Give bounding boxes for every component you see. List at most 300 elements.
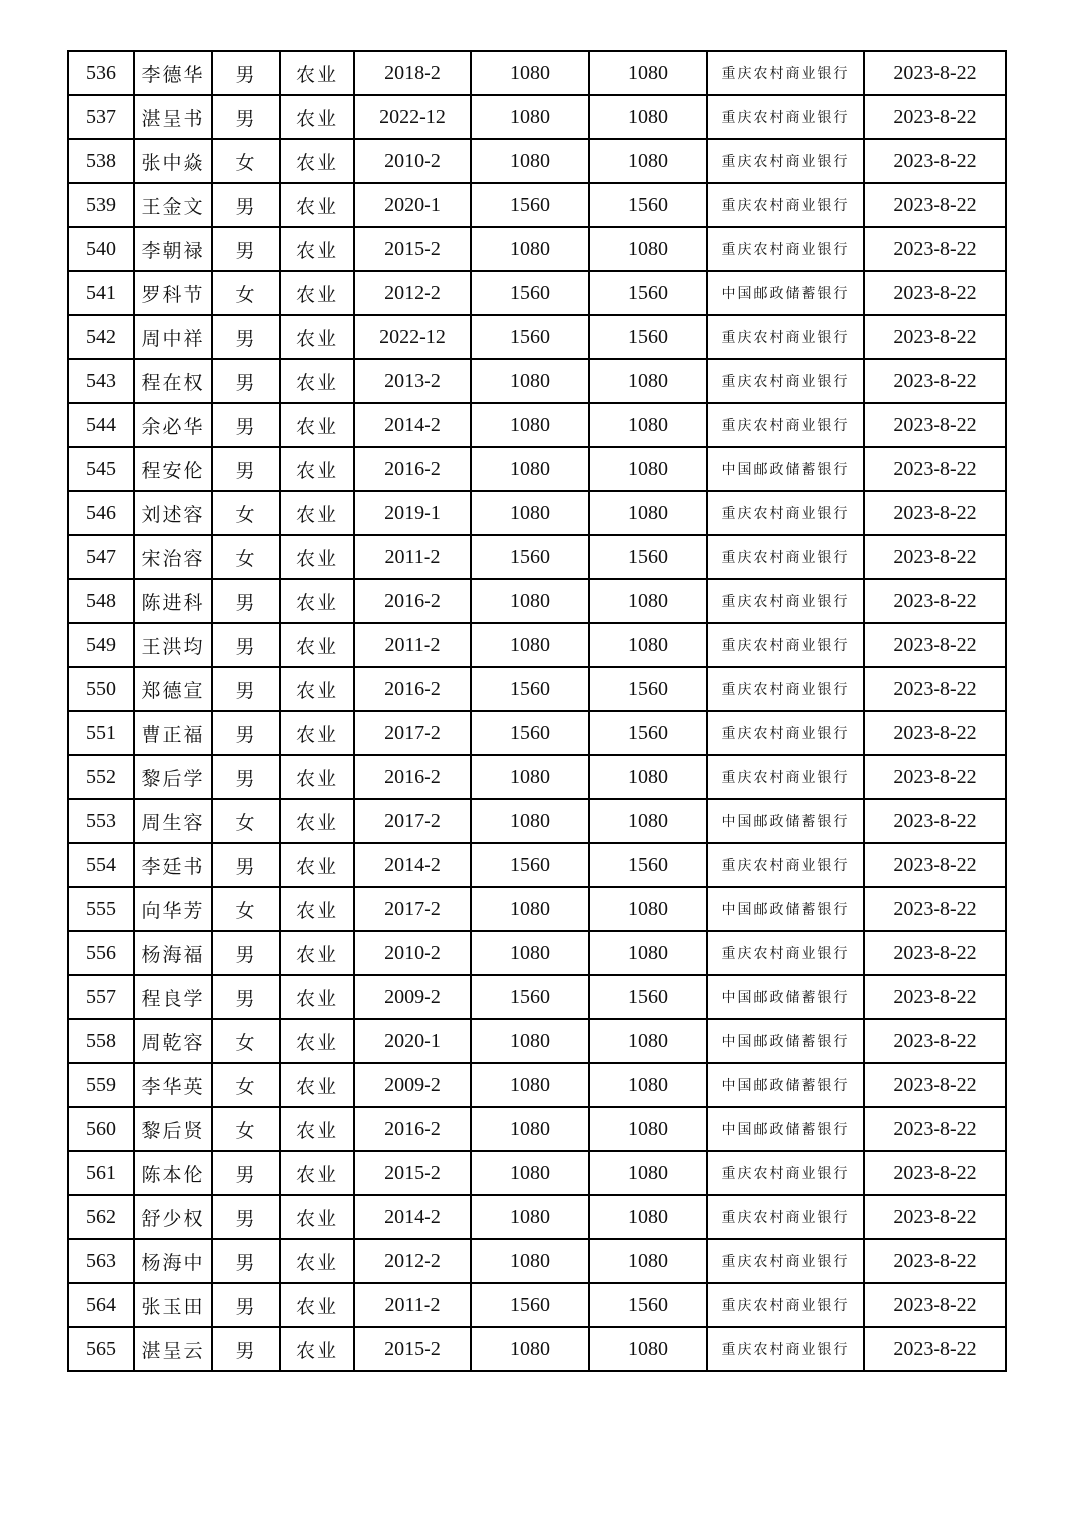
- cell-name: 郑德宣: [134, 667, 212, 711]
- cell-payment-date: 2023-8-22: [864, 183, 1006, 227]
- cell-household-type: 农业: [280, 1151, 354, 1195]
- cell-name: 陈进科: [134, 579, 212, 623]
- cell-bank: 重庆农村商业银行: [707, 491, 864, 535]
- cell-standard-amount: 1560: [471, 1283, 589, 1327]
- cell-payment-date: 2023-8-22: [864, 843, 1006, 887]
- cell-payment-date: 2023-8-22: [864, 271, 1006, 315]
- cell-start-date: 2010-2: [354, 931, 471, 975]
- cell-payment-date: 2023-8-22: [864, 887, 1006, 931]
- cell-start-date: 2016-2: [354, 1107, 471, 1151]
- cell-name: 宋治容: [134, 535, 212, 579]
- cell-household-type: 农业: [280, 51, 354, 95]
- cell-paid-amount: 1080: [589, 1327, 707, 1371]
- cell-paid-amount: 1080: [589, 1239, 707, 1283]
- cell-household-type: 农业: [280, 403, 354, 447]
- cell-bank: 重庆农村商业银行: [707, 1151, 864, 1195]
- table-row: [68, 51, 1006, 95]
- cell-household-type: 农业: [280, 799, 354, 843]
- cell-gender: 女: [212, 271, 280, 315]
- cell-serial-number: 556: [68, 931, 134, 975]
- cell-standard-amount: 1080: [471, 491, 589, 535]
- cell-name: 王洪均: [134, 623, 212, 667]
- cell-serial-number: 557: [68, 975, 134, 1019]
- cell-name: 刘述容: [134, 491, 212, 535]
- cell-start-date: 2018-2: [354, 51, 471, 95]
- cell-name: 李德华: [134, 51, 212, 95]
- cell-household-type: 农业: [280, 491, 354, 535]
- cell-paid-amount: 1080: [589, 139, 707, 183]
- cell-serial-number: 558: [68, 1019, 134, 1063]
- cell-bank: 中国邮政储蓄银行: [707, 975, 864, 1019]
- cell-standard-amount: 1080: [471, 1195, 589, 1239]
- cell-start-date: 2017-2: [354, 887, 471, 931]
- cell-paid-amount: 1080: [589, 51, 707, 95]
- cell-bank: 中国邮政储蓄银行: [707, 1107, 864, 1151]
- cell-payment-date: 2023-8-22: [864, 623, 1006, 667]
- cell-paid-amount: 1080: [589, 1107, 707, 1151]
- cell-start-date: 2012-2: [354, 1239, 471, 1283]
- cell-bank: 重庆农村商业银行: [707, 623, 864, 667]
- cell-payment-date: 2023-8-22: [864, 51, 1006, 95]
- cell-payment-date: 2023-8-22: [864, 711, 1006, 755]
- cell-household-type: 农业: [280, 315, 354, 359]
- cell-paid-amount: 1560: [589, 183, 707, 227]
- cell-serial-number: 554: [68, 843, 134, 887]
- cell-start-date: 2016-2: [354, 447, 471, 491]
- cell-paid-amount: 1080: [589, 359, 707, 403]
- cell-serial-number: 549: [68, 623, 134, 667]
- table-row: [68, 359, 1006, 403]
- table-row: [68, 623, 1006, 667]
- cell-standard-amount: 1080: [471, 95, 589, 139]
- cell-gender: 男: [212, 227, 280, 271]
- cell-payment-date: 2023-8-22: [864, 1063, 1006, 1107]
- cell-standard-amount: 1560: [471, 535, 589, 579]
- cell-gender: 男: [212, 931, 280, 975]
- cell-start-date: 2020-1: [354, 183, 471, 227]
- cell-standard-amount: 1080: [471, 1063, 589, 1107]
- cell-name: 罗科节: [134, 271, 212, 315]
- table-row: [68, 447, 1006, 491]
- cell-paid-amount: 1080: [589, 95, 707, 139]
- cell-standard-amount: 1080: [471, 799, 589, 843]
- cell-gender: 男: [212, 95, 280, 139]
- cell-household-type: 农业: [280, 139, 354, 183]
- table-row: [68, 271, 1006, 315]
- cell-serial-number: 538: [68, 139, 134, 183]
- cell-serial-number: 564: [68, 1283, 134, 1327]
- cell-household-type: 农业: [280, 359, 354, 403]
- cell-gender: 女: [212, 887, 280, 931]
- cell-gender: 女: [212, 491, 280, 535]
- cell-start-date: 2014-2: [354, 1195, 471, 1239]
- cell-name: 湛呈书: [134, 95, 212, 139]
- table-row: [68, 1283, 1006, 1327]
- table-row: [68, 799, 1006, 843]
- cell-paid-amount: 1080: [589, 623, 707, 667]
- cell-bank: 重庆农村商业银行: [707, 711, 864, 755]
- cell-standard-amount: 1560: [471, 711, 589, 755]
- cell-serial-number: 547: [68, 535, 134, 579]
- cell-gender: 男: [212, 755, 280, 799]
- cell-standard-amount: 1080: [471, 1239, 589, 1283]
- cell-gender: 男: [212, 1283, 280, 1327]
- cell-payment-date: 2023-8-22: [864, 579, 1006, 623]
- cell-standard-amount: 1560: [471, 975, 589, 1019]
- cell-household-type: 农业: [280, 95, 354, 139]
- cell-household-type: 农业: [280, 535, 354, 579]
- cell-serial-number: 551: [68, 711, 134, 755]
- table-row: [68, 975, 1006, 1019]
- cell-serial-number: 560: [68, 1107, 134, 1151]
- cell-gender: 女: [212, 1063, 280, 1107]
- cell-payment-date: 2023-8-22: [864, 1283, 1006, 1327]
- cell-start-date: 2022-12: [354, 95, 471, 139]
- table-row: [68, 491, 1006, 535]
- cell-paid-amount: 1080: [589, 799, 707, 843]
- cell-start-date: 2014-2: [354, 843, 471, 887]
- cell-name: 黎后贤: [134, 1107, 212, 1151]
- cell-gender: 男: [212, 623, 280, 667]
- cell-name: 张玉田: [134, 1283, 212, 1327]
- cell-payment-date: 2023-8-22: [864, 139, 1006, 183]
- cell-name: 周生容: [134, 799, 212, 843]
- cell-gender: 男: [212, 447, 280, 491]
- cell-name: 周中祥: [134, 315, 212, 359]
- cell-paid-amount: 1560: [589, 711, 707, 755]
- cell-payment-date: 2023-8-22: [864, 1239, 1006, 1283]
- cell-serial-number: 540: [68, 227, 134, 271]
- cell-household-type: 农业: [280, 227, 354, 271]
- cell-bank: 中国邮政储蓄银行: [707, 271, 864, 315]
- cell-paid-amount: 1080: [589, 447, 707, 491]
- cell-payment-date: 2023-8-22: [864, 95, 1006, 139]
- cell-standard-amount: 1080: [471, 887, 589, 931]
- cell-payment-date: 2023-8-22: [864, 227, 1006, 271]
- cell-paid-amount: 1080: [589, 227, 707, 271]
- cell-payment-date: 2023-8-22: [864, 315, 1006, 359]
- cell-bank: 中国邮政储蓄银行: [707, 1063, 864, 1107]
- cell-start-date: 2016-2: [354, 755, 471, 799]
- cell-serial-number: 550: [68, 667, 134, 711]
- cell-serial-number: 562: [68, 1195, 134, 1239]
- cell-standard-amount: 1080: [471, 447, 589, 491]
- cell-payment-date: 2023-8-22: [864, 1327, 1006, 1371]
- cell-start-date: 2019-1: [354, 491, 471, 535]
- cell-paid-amount: 1560: [589, 843, 707, 887]
- cell-serial-number: 565: [68, 1327, 134, 1371]
- cell-payment-date: 2023-8-22: [864, 535, 1006, 579]
- cell-payment-date: 2023-8-22: [864, 975, 1006, 1019]
- cell-gender: 男: [212, 975, 280, 1019]
- cell-payment-date: 2023-8-22: [864, 667, 1006, 711]
- cell-standard-amount: 1080: [471, 1107, 589, 1151]
- cell-name: 程良学: [134, 975, 212, 1019]
- cell-start-date: 2020-1: [354, 1019, 471, 1063]
- cell-bank: 中国邮政储蓄银行: [707, 799, 864, 843]
- cell-bank: 重庆农村商业银行: [707, 1283, 864, 1327]
- cell-payment-date: 2023-8-22: [864, 1195, 1006, 1239]
- cell-gender: 男: [212, 359, 280, 403]
- table-row: [68, 403, 1006, 447]
- cell-bank: 重庆农村商业银行: [707, 227, 864, 271]
- cell-serial-number: 537: [68, 95, 134, 139]
- roster-body: [68, 51, 1006, 1371]
- cell-standard-amount: 1080: [471, 51, 589, 95]
- table-row: [68, 1327, 1006, 1371]
- cell-start-date: 2017-2: [354, 711, 471, 755]
- cell-household-type: 农业: [280, 711, 354, 755]
- cell-paid-amount: 1080: [589, 403, 707, 447]
- cell-start-date: 2022-12: [354, 315, 471, 359]
- cell-gender: 女: [212, 535, 280, 579]
- cell-household-type: 农业: [280, 887, 354, 931]
- cell-paid-amount: 1080: [589, 1063, 707, 1107]
- cell-serial-number: 548: [68, 579, 134, 623]
- cell-paid-amount: 1080: [589, 1019, 707, 1063]
- cell-gender: 女: [212, 139, 280, 183]
- cell-bank: 重庆农村商业银行: [707, 403, 864, 447]
- cell-gender: 男: [212, 667, 280, 711]
- cell-bank: 重庆农村商业银行: [707, 1327, 864, 1371]
- cell-standard-amount: 1080: [471, 139, 589, 183]
- cell-standard-amount: 1080: [471, 1151, 589, 1195]
- cell-household-type: 农业: [280, 931, 354, 975]
- cell-name: 李朝禄: [134, 227, 212, 271]
- cell-serial-number: 555: [68, 887, 134, 931]
- cell-standard-amount: 1080: [471, 579, 589, 623]
- cell-gender: 男: [212, 711, 280, 755]
- cell-gender: 男: [212, 183, 280, 227]
- cell-payment-date: 2023-8-22: [864, 931, 1006, 975]
- cell-gender: 男: [212, 843, 280, 887]
- cell-name: 周乾容: [134, 1019, 212, 1063]
- cell-start-date: 2009-2: [354, 1063, 471, 1107]
- cell-household-type: 农业: [280, 623, 354, 667]
- cell-serial-number: 563: [68, 1239, 134, 1283]
- cell-payment-date: 2023-8-22: [864, 755, 1006, 799]
- cell-bank: 重庆农村商业银行: [707, 843, 864, 887]
- cell-payment-date: 2023-8-22: [864, 403, 1006, 447]
- cell-payment-date: 2023-8-22: [864, 799, 1006, 843]
- cell-standard-amount: 1560: [471, 315, 589, 359]
- cell-standard-amount: 1560: [471, 271, 589, 315]
- cell-paid-amount: 1080: [589, 579, 707, 623]
- cell-paid-amount: 1560: [589, 315, 707, 359]
- cell-start-date: 2011-2: [354, 1283, 471, 1327]
- cell-bank: 重庆农村商业银行: [707, 95, 864, 139]
- cell-household-type: 农业: [280, 755, 354, 799]
- cell-standard-amount: 1080: [471, 359, 589, 403]
- cell-payment-date: 2023-8-22: [864, 1019, 1006, 1063]
- cell-standard-amount: 1080: [471, 403, 589, 447]
- cell-start-date: 2016-2: [354, 579, 471, 623]
- cell-bank: 重庆农村商业银行: [707, 535, 864, 579]
- cell-household-type: 农业: [280, 183, 354, 227]
- table-row: [68, 887, 1006, 931]
- cell-name: 向华芳: [134, 887, 212, 931]
- cell-start-date: 2013-2: [354, 359, 471, 403]
- cell-name: 余必华: [134, 403, 212, 447]
- cell-payment-date: 2023-8-22: [864, 447, 1006, 491]
- cell-name: 黎后学: [134, 755, 212, 799]
- cell-serial-number: 561: [68, 1151, 134, 1195]
- cell-household-type: 农业: [280, 1063, 354, 1107]
- cell-bank: 重庆农村商业银行: [707, 359, 864, 403]
- cell-name: 程在权: [134, 359, 212, 403]
- cell-payment-date: 2023-8-22: [864, 1107, 1006, 1151]
- cell-name: 程安伦: [134, 447, 212, 491]
- cell-start-date: 2010-2: [354, 139, 471, 183]
- cell-name: 李廷书: [134, 843, 212, 887]
- cell-gender: 男: [212, 579, 280, 623]
- cell-serial-number: 546: [68, 491, 134, 535]
- table-row: [68, 1019, 1006, 1063]
- cell-name: 陈本伦: [134, 1151, 212, 1195]
- cell-name: 曹正福: [134, 711, 212, 755]
- cell-start-date: 2015-2: [354, 227, 471, 271]
- cell-start-date: 2016-2: [354, 667, 471, 711]
- cell-household-type: 农业: [280, 1283, 354, 1327]
- cell-bank: 重庆农村商业银行: [707, 667, 864, 711]
- cell-serial-number: 559: [68, 1063, 134, 1107]
- table-row: [68, 667, 1006, 711]
- cell-gender: 女: [212, 799, 280, 843]
- cell-bank: 重庆农村商业银行: [707, 183, 864, 227]
- cell-payment-date: 2023-8-22: [864, 359, 1006, 403]
- cell-serial-number: 553: [68, 799, 134, 843]
- cell-bank: 重庆农村商业银行: [707, 51, 864, 95]
- cell-standard-amount: 1080: [471, 755, 589, 799]
- table-row: [68, 139, 1006, 183]
- table-row: [68, 931, 1006, 975]
- cell-standard-amount: 1080: [471, 623, 589, 667]
- cell-standard-amount: 1560: [471, 183, 589, 227]
- cell-serial-number: 539: [68, 183, 134, 227]
- cell-paid-amount: 1080: [589, 491, 707, 535]
- table-row: [68, 843, 1006, 887]
- cell-paid-amount: 1560: [589, 535, 707, 579]
- cell-start-date: 2014-2: [354, 403, 471, 447]
- cell-start-date: 2012-2: [354, 271, 471, 315]
- table-row: [68, 1239, 1006, 1283]
- cell-serial-number: 545: [68, 447, 134, 491]
- cell-bank: 重庆农村商业银行: [707, 755, 864, 799]
- cell-start-date: 2017-2: [354, 799, 471, 843]
- cell-name: 杨海福: [134, 931, 212, 975]
- cell-start-date: 2009-2: [354, 975, 471, 1019]
- cell-gender: 男: [212, 1239, 280, 1283]
- cell-bank: 中国邮政储蓄银行: [707, 887, 864, 931]
- cell-serial-number: 542: [68, 315, 134, 359]
- cell-serial-number: 541: [68, 271, 134, 315]
- cell-standard-amount: 1080: [471, 1019, 589, 1063]
- cell-bank: 中国邮政储蓄银行: [707, 1019, 864, 1063]
- cell-paid-amount: 1560: [589, 975, 707, 1019]
- cell-household-type: 农业: [280, 1019, 354, 1063]
- cell-paid-amount: 1080: [589, 755, 707, 799]
- table-row: [68, 315, 1006, 359]
- cell-household-type: 农业: [280, 579, 354, 623]
- table-row: [68, 95, 1006, 139]
- cell-paid-amount: 1560: [589, 271, 707, 315]
- cell-gender: 男: [212, 51, 280, 95]
- subsidy-roster-table: [67, 50, 1007, 1372]
- cell-name: 舒少权: [134, 1195, 212, 1239]
- cell-paid-amount: 1560: [589, 1283, 707, 1327]
- table-row: [68, 1151, 1006, 1195]
- cell-payment-date: 2023-8-22: [864, 491, 1006, 535]
- table-row: [68, 579, 1006, 623]
- cell-bank: 重庆农村商业银行: [707, 139, 864, 183]
- cell-bank: 重庆农村商业银行: [707, 1195, 864, 1239]
- cell-paid-amount: 1080: [589, 1151, 707, 1195]
- cell-household-type: 农业: [280, 1327, 354, 1371]
- table-row: [68, 711, 1006, 755]
- cell-bank: 重庆农村商业银行: [707, 931, 864, 975]
- cell-household-type: 农业: [280, 843, 354, 887]
- cell-gender: 女: [212, 1019, 280, 1063]
- table-row: [68, 1063, 1006, 1107]
- cell-gender: 男: [212, 1327, 280, 1371]
- cell-standard-amount: 1560: [471, 843, 589, 887]
- cell-serial-number: 552: [68, 755, 134, 799]
- cell-start-date: 2015-2: [354, 1151, 471, 1195]
- cell-start-date: 2015-2: [354, 1327, 471, 1371]
- cell-bank: 重庆农村商业银行: [707, 315, 864, 359]
- cell-payment-date: 2023-8-22: [864, 1151, 1006, 1195]
- cell-household-type: 农业: [280, 1239, 354, 1283]
- cell-gender: 男: [212, 315, 280, 359]
- cell-bank: 重庆农村商业银行: [707, 1239, 864, 1283]
- cell-household-type: 农业: [280, 1107, 354, 1151]
- cell-standard-amount: 1080: [471, 1327, 589, 1371]
- cell-gender: 女: [212, 1107, 280, 1151]
- cell-start-date: 2011-2: [354, 623, 471, 667]
- cell-standard-amount: 1080: [471, 227, 589, 271]
- cell-name: 王金文: [134, 183, 212, 227]
- cell-name: 湛呈云: [134, 1327, 212, 1371]
- table-row: [68, 227, 1006, 271]
- cell-serial-number: 536: [68, 51, 134, 95]
- cell-household-type: 农业: [280, 975, 354, 1019]
- cell-name: 张中焱: [134, 139, 212, 183]
- cell-gender: 男: [212, 1195, 280, 1239]
- cell-household-type: 农业: [280, 667, 354, 711]
- table-row: [68, 1195, 1006, 1239]
- cell-household-type: 农业: [280, 1195, 354, 1239]
- cell-name: 李华英: [134, 1063, 212, 1107]
- cell-paid-amount: 1080: [589, 931, 707, 975]
- cell-standard-amount: 1080: [471, 931, 589, 975]
- cell-bank: 中国邮政储蓄银行: [707, 447, 864, 491]
- table-row: [68, 755, 1006, 799]
- cell-bank: 重庆农村商业银行: [707, 579, 864, 623]
- cell-start-date: 2011-2: [354, 535, 471, 579]
- cell-paid-amount: 1080: [589, 887, 707, 931]
- cell-paid-amount: 1080: [589, 1195, 707, 1239]
- cell-standard-amount: 1560: [471, 667, 589, 711]
- table-row: [68, 1107, 1006, 1151]
- cell-serial-number: 543: [68, 359, 134, 403]
- cell-household-type: 农业: [280, 447, 354, 491]
- table-row: [68, 183, 1006, 227]
- cell-household-type: 农业: [280, 271, 354, 315]
- table-row: [68, 535, 1006, 579]
- cell-name: 杨海中: [134, 1239, 212, 1283]
- cell-paid-amount: 1560: [589, 667, 707, 711]
- cell-gender: 男: [212, 403, 280, 447]
